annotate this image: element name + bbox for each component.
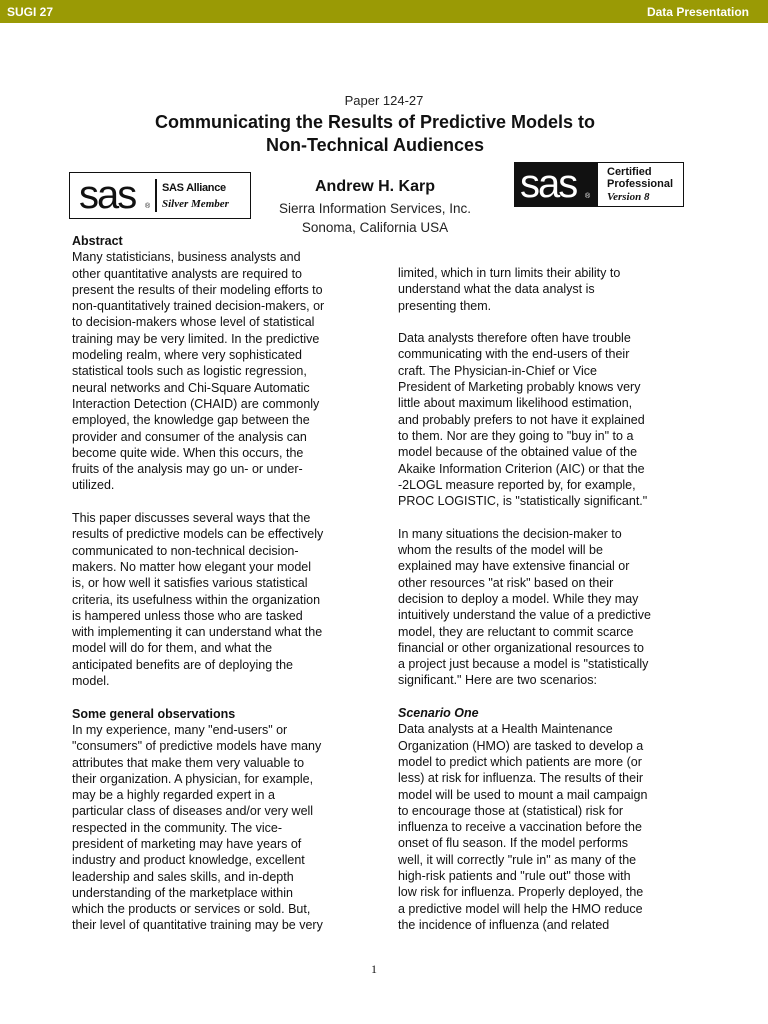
decision-maker-paragraph: [398, 526, 688, 689]
text-line: significant." Here are two scenarios:: [398, 673, 597, 688]
conference-header-bar: [0, 0, 768, 23]
text-line: This paper discusses several ways that the: [72, 511, 311, 526]
text-line: Data analysts therefore often have trouble: [398, 331, 631, 346]
text-line: training may be very limited. In the predictive: [72, 331, 320, 346]
text-line: "consumers" of predictive models have many: [72, 739, 322, 754]
text-line: Many statisticians, business analysts and: [72, 250, 301, 265]
text-line: In many situations the decision-maker to: [398, 526, 622, 541]
text-line: understand what the data analyst is: [398, 282, 595, 297]
text-line: whom the results of the model will be: [398, 543, 603, 558]
text-line: high-risk patients and "rule out" those with: [398, 868, 631, 883]
registered-mark: ®: [145, 203, 151, 210]
author-affiliation: [255, 199, 495, 237]
text-line: Interaction Detection (CHAID) are commonly: [72, 396, 320, 411]
scenario-one-paragraph: [398, 721, 688, 933]
text-line: present the results of their modeling efforts to: [72, 282, 323, 297]
text-line: model will do for them, and what the: [72, 641, 273, 656]
text-line: particular class of diseases and/or very well: [72, 804, 314, 819]
observations-heading: Some general observations: [72, 706, 236, 721]
text-line: low risk for influenza. Properly deployed, the: [398, 885, 644, 900]
text-line: to decision-makers whose level of statistical: [72, 315, 315, 330]
text-line: leadership and sales skills, and in-depth: [72, 869, 294, 884]
text-line: is hampered unless those who are tasked: [72, 608, 303, 623]
sas-alliance-logo: [69, 172, 251, 219]
analysts-paragraph: [398, 330, 688, 509]
scenario-one-heading: Scenario One: [398, 706, 479, 721]
text-line: understanding of the marketplace within: [72, 885, 293, 900]
text-line: model because of the obtained value of the: [398, 445, 638, 460]
text-line: President of Marketing probably knows very: [398, 380, 641, 395]
text-line: intuitively understand the value of a predictive: [398, 608, 651, 623]
text-line: may be a highly regarded expert in a: [72, 788, 275, 803]
author-name: Andrew H. Karp: [314, 178, 435, 195]
conference-label: SUGI 27: [7, 5, 54, 19]
text-line: onset of flu season. If the model performs: [398, 836, 628, 851]
logo-divider: [155, 179, 157, 212]
text-line: with implementing it can understand what the: [72, 625, 323, 640]
text-line: attributes that make them very valuable to: [72, 755, 305, 770]
text-line: statistical tools such as logistic regression,: [72, 364, 307, 379]
text-line: communicated to non-technical decision-: [72, 543, 299, 558]
affiliation-line-2: Sonoma, California USA: [301, 220, 449, 235]
text-line: their level of quantitative training may be very: [72, 918, 323, 933]
abstract-heading: Abstract: [72, 234, 123, 248]
page-number: 1: [371, 962, 377, 976]
left-column: [72, 233, 362, 934]
text-line: results of predictive models can be effectively: [72, 527, 324, 542]
text-line: communicating with the end-users of their: [398, 347, 630, 362]
text-line: other resources "at risk" based on their: [398, 575, 614, 590]
sas-wordmark: sas: [520, 162, 577, 206]
text-line: Data analysts at a Health Maintenance: [398, 722, 613, 737]
sas-certified-logo: [514, 162, 684, 207]
paper-title-line-1: Communicating the Results of Predictive Models to: [154, 112, 596, 132]
affiliation-line-1: Sierra Information Services, Inc.: [278, 201, 472, 216]
text-line: to them. Nor are they going to "buy in" to a: [398, 428, 634, 443]
text-line: to encourage those at (statistical) risk for: [398, 803, 624, 818]
text-line: anticipated benefits are of deploying the: [72, 657, 293, 672]
text-line: fruits of the analysis may go un- or under-: [72, 462, 303, 477]
version-label: Version 8: [607, 191, 650, 203]
text-line: utilized.: [72, 478, 115, 493]
text-line: industry and product knowledge, excellent: [72, 853, 305, 868]
text-line: limited, which in turn limits their ability to: [398, 266, 621, 280]
paper-number: Paper 124-27: [344, 93, 424, 108]
text-line: a predictive model will help the HMO reduce: [398, 901, 643, 916]
observations-paragraph: [72, 722, 362, 934]
text-line: presenting them.: [398, 298, 492, 313]
text-line: decision to deploy a model. While they may: [398, 591, 639, 606]
text-line: modeling realm, where very sophisticated: [72, 348, 302, 363]
right-column: [398, 265, 688, 933]
text-line: become quite wide. When this occurs, the: [72, 445, 304, 460]
text-line: model.: [72, 674, 110, 689]
text-line: well, it will correctly "rule in" as many of the: [398, 852, 637, 867]
section-label: Data Presentation: [646, 5, 749, 19]
text-line: makers. No matter how elegant your model: [72, 559, 311, 574]
text-line: Organization (HMO) are tasked to develop a: [398, 738, 644, 753]
paper-title-line-2: Non-Technical Audiences: [265, 135, 485, 155]
abstract-paragraph-2: [72, 510, 362, 689]
text-line: criteria, its usefulness within the organization: [72, 592, 321, 607]
continuation-paragraph: [398, 265, 688, 314]
text-line: a project just because a model is "statistically: [398, 657, 649, 672]
text-line: less) at risk for influenza. The results of their: [398, 771, 644, 786]
text-line: the incidence of influenza (and related: [398, 917, 610, 932]
text-line: explained may have extensive financial or: [398, 559, 630, 574]
paper-title: [0, 111, 750, 157]
text-line: their organization. A physician, for example,: [72, 771, 314, 786]
text-line: non-quantitatively trained decision-makers, or: [72, 299, 325, 314]
sas-wordmark: sas: [79, 173, 136, 217]
registered-mark: ®: [585, 193, 591, 200]
abstract-paragraph-1: [72, 249, 362, 493]
text-line: model, they are reluctant to commit scarce: [398, 624, 634, 639]
text-line: president of marketing may have years of: [72, 836, 302, 851]
text-line: -2LOGL measure reported by, for example,: [398, 477, 636, 492]
alliance-label: SAS Alliance: [162, 182, 226, 194]
text-line: financial or other organizational resources to: [398, 640, 644, 655]
text-line: provider and consumer of the analysis can: [72, 429, 307, 444]
text-line: model will be used to mount a mail campaign: [398, 787, 648, 802]
text-line: little about maximum likelihood estimation,: [398, 396, 633, 411]
text-line: PROC LOGISTIC, is "statistically significant.": [398, 494, 648, 509]
text-line: respected in the community. The vice-: [72, 820, 283, 835]
certified-label: Certified: [607, 166, 652, 178]
text-line: In my experience, many "end-users" or: [72, 722, 288, 737]
text-line: and probably prefers to not have it explained: [398, 412, 645, 427]
text-line: Akaike Information Criterion (AIC) or that the: [398, 461, 645, 476]
professional-label: Professional: [607, 178, 674, 190]
text-line: is, or how well it satisfies various statistical: [72, 576, 308, 591]
text-line: influenza to receive a vaccination before the: [398, 820, 642, 835]
text-line: neural networks and Chi-Square Automatic: [72, 380, 310, 395]
text-line: other quantitative analysts are required to: [72, 266, 302, 281]
text-line: which the products or services or sold. But,: [72, 902, 311, 917]
member-label: Silver Member: [162, 198, 229, 210]
text-line: employed, the knowledge gap between the: [72, 413, 310, 428]
text-line: craft. The Physician-in-Chief or Vice: [398, 363, 597, 378]
text-line: model to predict which patients are more (or: [398, 754, 642, 769]
